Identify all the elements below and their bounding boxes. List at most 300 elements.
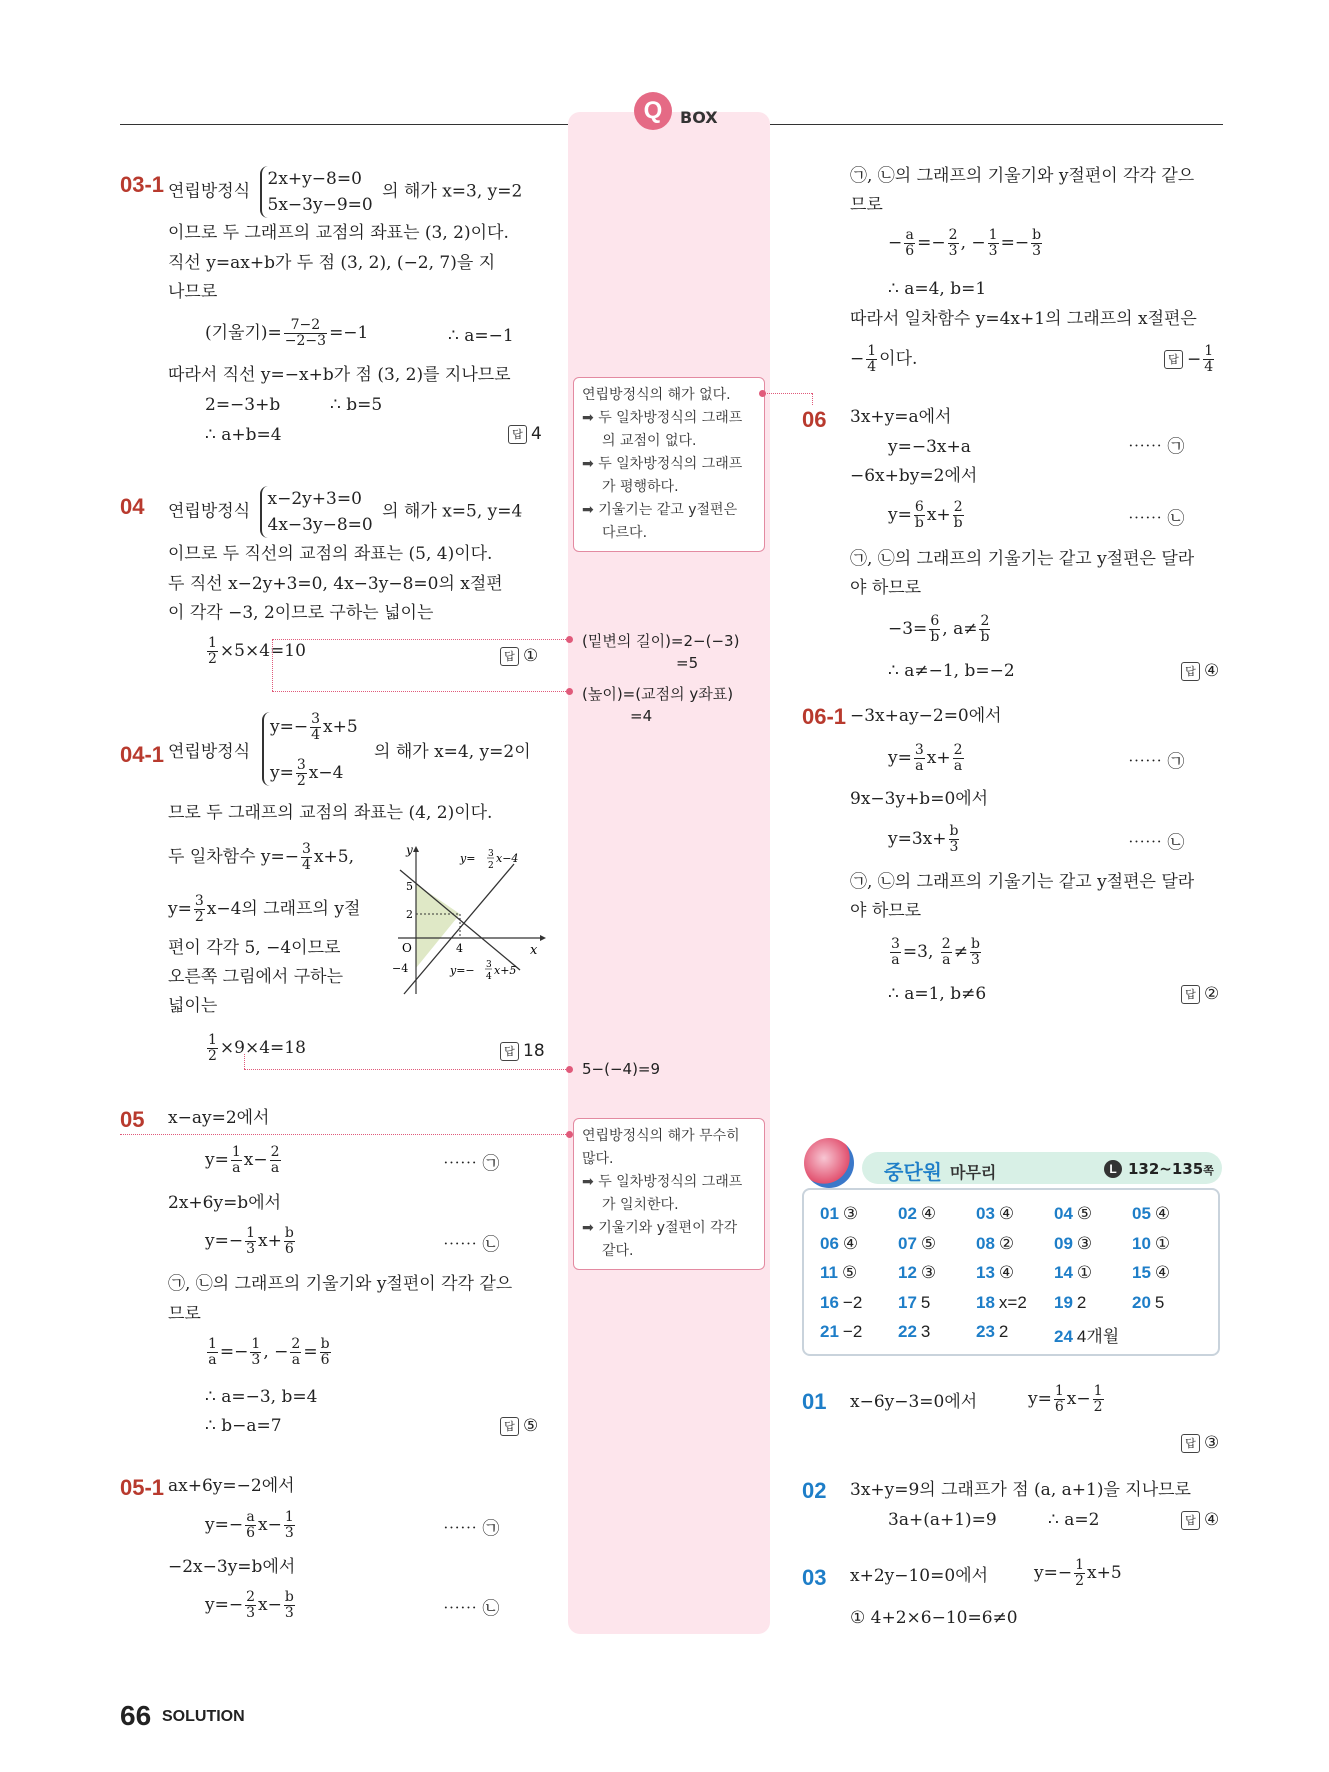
eq-part: y= xyxy=(1028,1389,1052,1409)
x-arrow-icon xyxy=(540,935,546,941)
graph-label-line2-frac-d: 4 xyxy=(486,972,492,982)
p05-eq2 xyxy=(205,1226,297,1257)
frac xyxy=(1031,228,1042,259)
review-problem-02: 02 xyxy=(802,1478,827,1503)
review-answer-item xyxy=(898,1322,930,1342)
eq-part: , − xyxy=(263,1342,289,1362)
review-circle-logo xyxy=(804,1138,854,1188)
frac-den: 3 xyxy=(246,1241,256,1257)
review-answer-number: 02 xyxy=(898,1204,917,1223)
frac xyxy=(979,614,990,645)
p031-line6: 따라서 직선 y=−x+b가 점 (3, 2)를 지나므로 xyxy=(168,365,511,385)
graph-tick-4: 4 xyxy=(456,942,463,955)
answer-icon: 답 xyxy=(500,1417,519,1436)
p05-line6: 므로 xyxy=(168,1304,201,1324)
frac xyxy=(250,1337,261,1368)
eq-part: − xyxy=(850,349,865,369)
r02-line1: 3x+y=9의 그래프가 점 (a, a+1)을 지나므로 xyxy=(850,1480,1191,1500)
review-answer-number: 23 xyxy=(976,1322,995,1341)
frac xyxy=(320,1337,331,1368)
frac-num: 2 xyxy=(246,1589,256,1605)
frac-num: b xyxy=(1032,227,1042,243)
review-answer-number: 12 xyxy=(898,1263,917,1282)
p031-intro: 연립방정식 xyxy=(168,181,251,202)
r02-line2b: ∴ a=2 xyxy=(1048,1510,1100,1530)
review-answer-item xyxy=(1054,1204,1092,1224)
p041-graph xyxy=(390,844,548,996)
r03-eq xyxy=(1034,1558,1122,1589)
frac-num: 1 xyxy=(208,1032,217,1048)
connector xyxy=(272,691,570,692)
p04-line2: 이므로 두 직선의 교점의 좌표는 (5, 4)이다. xyxy=(168,544,493,564)
q-box-column xyxy=(568,112,770,1634)
p031-slope-post: =−1 xyxy=(329,323,369,343)
frac-den: 2 xyxy=(208,651,217,667)
answer-icon: 답 xyxy=(1181,662,1200,681)
p06-answer xyxy=(1181,661,1219,681)
review-answer-number: 21 xyxy=(820,1322,839,1341)
frac-den: 2 xyxy=(1075,1573,1085,1589)
frac-den: 3 xyxy=(970,952,980,968)
frac xyxy=(284,1226,295,1257)
review-answer-value: ⑤ xyxy=(920,1233,937,1253)
eq-part: = xyxy=(303,1342,318,1362)
frac-num: a xyxy=(246,1509,255,1525)
r-line3 xyxy=(888,228,1044,259)
problem-number-06: 06 xyxy=(802,407,827,432)
arrow-icon: ➡ xyxy=(582,502,599,518)
frac-num: 2 xyxy=(980,613,990,629)
note-title: 연립방정식의 해가 무수히 xyxy=(582,1128,740,1144)
p061-line8: ∴ a=1, b≠6 xyxy=(888,984,987,1004)
frac-num: 2 xyxy=(948,227,958,243)
frac-num: 2 xyxy=(953,742,963,758)
p061-line3: 9x−3y+b=0에서 xyxy=(850,789,989,809)
frac-num: b xyxy=(970,936,980,952)
frac-den: 4 xyxy=(1204,359,1214,375)
eq-part: x− xyxy=(258,1515,282,1535)
note-no-solution xyxy=(573,377,765,552)
p05-line9: ∴ b−a=7 xyxy=(205,1416,282,1436)
review-answer-value: 2 xyxy=(998,1322,1009,1341)
review-answer-value: 2 xyxy=(1076,1292,1087,1312)
p04-eq2: 4x−3y−8=0 xyxy=(267,515,373,535)
p05-eq1 xyxy=(205,1145,283,1176)
r01-answer xyxy=(1181,1433,1219,1453)
frac xyxy=(284,1510,295,1541)
review-answer-item xyxy=(1054,1234,1092,1254)
frac-num: 1 xyxy=(251,1336,261,1352)
frac-num: b xyxy=(949,823,959,839)
eq-part: x− xyxy=(1066,1389,1091,1409)
p06-line3: −6x+by=2에서 xyxy=(850,466,978,486)
frac-den: 6 xyxy=(905,243,915,259)
review-answer-number: 06 xyxy=(820,1233,839,1253)
eq-part: =− xyxy=(219,1342,249,1362)
p031-line1 xyxy=(168,166,522,218)
review-answer-item xyxy=(820,1293,862,1313)
shaded-triangle xyxy=(416,884,460,968)
frac xyxy=(988,228,999,259)
frac-num: 3 xyxy=(302,841,311,857)
problem-number-04: 04 xyxy=(120,494,145,519)
q-box-logo: Q xyxy=(634,92,672,130)
p061-mark2: ⋯⋯ ㉡ xyxy=(1128,833,1185,853)
p04-line3: 두 직선 x−2y+3=0, 4x−3y−8=0의 x절편 xyxy=(168,574,503,594)
frac-den: 6 xyxy=(246,1525,256,1541)
review-answer-number: 04 xyxy=(1054,1204,1073,1223)
p04-frac xyxy=(207,636,218,667)
graph-label-line1: y= xyxy=(460,852,476,865)
connector xyxy=(272,639,273,691)
eq-part: − xyxy=(888,233,903,253)
p061-eq1 xyxy=(888,743,966,774)
problem-number-05-1: 05-1 xyxy=(120,1475,165,1500)
review-answer-item xyxy=(1132,1293,1164,1313)
connector-dot xyxy=(759,390,766,397)
frac-num: 1 xyxy=(284,1509,294,1525)
r-line4: ∴ a=4, b=1 xyxy=(888,279,987,299)
eq-part: x+ xyxy=(258,1231,282,1251)
p041-answer xyxy=(500,1041,545,1061)
frac-num: 1 xyxy=(208,635,217,651)
note-base-9: 5−(−4)=9 xyxy=(582,1060,661,1078)
eq-part: x+5 xyxy=(323,717,358,737)
p031-line7b: ∴ b=5 xyxy=(330,395,383,415)
frac-den: 3 xyxy=(246,1605,256,1621)
p051-line3: −2x−3y=b에서 xyxy=(168,1557,296,1577)
review-answer-item xyxy=(976,1204,1014,1224)
review-answer-value: −2 xyxy=(842,1292,863,1312)
review-answer-number: 11 xyxy=(820,1263,838,1282)
p031-answer xyxy=(508,424,542,444)
frac-den: a xyxy=(953,758,963,774)
frac xyxy=(207,1337,218,1368)
eq-part: y= xyxy=(888,748,912,768)
arrow-icon: ➡ xyxy=(582,410,599,426)
frac-den: b xyxy=(914,515,924,531)
frac-den: −2−3 xyxy=(284,333,327,349)
eq-part: =− xyxy=(1000,233,1030,253)
frac-num: 2 xyxy=(270,1144,280,1160)
eq-part: x+ xyxy=(926,505,951,525)
eq-part: y=− xyxy=(1034,1563,1073,1583)
text-part: 두 일차함수 y=− xyxy=(168,847,300,867)
p051-eq2 xyxy=(205,1590,297,1621)
note-height-2: =4 xyxy=(630,707,653,725)
p04-line4: 이 각각 −3, 2이므로 구하는 넓이는 xyxy=(168,603,434,623)
frac-num: 3 xyxy=(296,757,306,773)
p031-eq1: 2x+y−8=0 xyxy=(267,169,362,189)
answer-value: 18 xyxy=(523,1041,545,1061)
note-row xyxy=(582,499,756,522)
p041-calc xyxy=(205,1033,306,1064)
p051-mark2: ⋯⋯ ㉡ xyxy=(443,1599,500,1619)
eq-part: y=− xyxy=(205,1515,244,1535)
review-answer-value: ① xyxy=(1154,1233,1171,1253)
p031-line4: 나므로 xyxy=(168,282,218,302)
frac xyxy=(245,1590,256,1621)
p041-line6: 오른쪽 그림에서 구하는 xyxy=(168,967,344,987)
frac-num: 1 xyxy=(988,227,998,243)
r-line2: 므로 xyxy=(850,195,883,215)
graph-origin: O xyxy=(402,941,412,955)
frac-den: a xyxy=(942,952,951,968)
p061-line5: ㉠, ㉡의 그래프의 기울기는 같고 y절편은 달라 xyxy=(850,872,1195,892)
review-answer-number: 19 xyxy=(1054,1292,1073,1312)
r01-line1: x−6y−3=0에서 xyxy=(850,1392,978,1412)
answer-value: ② xyxy=(1204,984,1220,1004)
eq-part: y= xyxy=(205,1150,229,1170)
page-number: 66 xyxy=(120,1700,152,1731)
p031-slope-result: ∴ a=−1 xyxy=(448,326,514,346)
frac xyxy=(245,1510,256,1541)
review-answer-item xyxy=(820,1322,862,1342)
frac xyxy=(245,1226,256,1257)
frac-den: 4 xyxy=(867,359,877,375)
frac-num: 1 xyxy=(1204,343,1214,359)
frac-den: a xyxy=(891,952,900,968)
r-line6 xyxy=(850,344,917,375)
r02-line2: 3a+(a+1)=9 xyxy=(888,1510,997,1530)
p06-mark2: ⋯⋯ ㉡ xyxy=(1128,509,1185,529)
p05-line8: ∴ a=−3, b=4 xyxy=(205,1387,318,1407)
frac xyxy=(284,1590,295,1621)
answer-value: − xyxy=(1187,349,1202,370)
note-row xyxy=(582,407,756,430)
frac-den: 6 xyxy=(320,1352,330,1368)
p041-line7: 넓이는 xyxy=(168,996,218,1016)
p041-intro: 연립방정식 xyxy=(168,742,251,762)
frac xyxy=(1093,1384,1104,1415)
review-pages-unit: 쪽 xyxy=(1203,1164,1214,1177)
frac xyxy=(301,842,312,873)
p05-line5: ㉠, ㉡의 그래프의 기울기와 y절편이 각각 같으 xyxy=(168,1274,513,1294)
answer-value: ④ xyxy=(1204,661,1220,681)
frac xyxy=(290,1337,301,1368)
connector xyxy=(244,1054,245,1069)
review-answer-number: 14 xyxy=(1054,1263,1073,1282)
p06-line5: ㉠, ㉡의 그래프의 기울기는 같고 y절편은 달라 xyxy=(850,549,1195,569)
review-answer-number: 09 xyxy=(1054,1233,1073,1253)
p061-line7 xyxy=(888,937,983,968)
p031-slope-pre: (기울기)= xyxy=(205,323,282,343)
review-answer-number: 10 xyxy=(1132,1233,1151,1253)
p041-eq2-frac xyxy=(296,758,307,789)
answer-icon: 답 xyxy=(500,1042,519,1061)
eq-part: −3= xyxy=(888,619,928,639)
r03-line2: ① 4+2×6−10=6≠0 xyxy=(850,1608,1018,1628)
frac-num: 1 xyxy=(1093,1383,1103,1399)
note-text: 기울기는 같고 y절편은 xyxy=(598,502,738,518)
connector xyxy=(812,393,813,405)
frac-den: a xyxy=(915,758,924,774)
frac xyxy=(1203,344,1214,375)
frac-num: 6 xyxy=(914,499,924,515)
p06-eq2 xyxy=(888,500,966,531)
review-answer-value: ⑤ xyxy=(1076,1204,1093,1223)
p061-line6: 야 하므로 xyxy=(850,901,922,921)
note-text: 의 교점이 없다. xyxy=(602,433,697,449)
frac-num: b xyxy=(284,1225,294,1241)
frac-den: 3 xyxy=(949,839,959,855)
frac xyxy=(953,500,964,531)
frac-num: 3 xyxy=(311,711,321,727)
p06-line2: y=−3x+a xyxy=(888,437,971,457)
review-answer-item xyxy=(976,1322,1008,1342)
review-answer-value: ④ xyxy=(998,1204,1015,1223)
q-box-title: BOX xyxy=(680,108,718,127)
p04-answer xyxy=(500,646,538,666)
review-answer-number: 03 xyxy=(976,1204,995,1223)
frac xyxy=(929,614,940,645)
p06-line6: 야 하므로 xyxy=(850,578,922,598)
p05-mark1: ⋯⋯ ㉠ xyxy=(443,1154,500,1174)
p05-mark2: ⋯⋯ ㉡ xyxy=(443,1235,500,1255)
frac xyxy=(914,743,925,774)
answer-value: 4 xyxy=(531,424,542,444)
p05-answer xyxy=(500,1416,538,1436)
p051-eq1 xyxy=(205,1510,297,1541)
answer-icon: 답 xyxy=(508,425,527,444)
review-answer-value: 5 xyxy=(920,1292,931,1312)
review-answer-number: 08 xyxy=(976,1233,995,1253)
p041-eq1-frac xyxy=(310,712,321,743)
answer-icon: 답 xyxy=(1181,1511,1200,1530)
review-answer-value: ③ xyxy=(1076,1233,1093,1253)
review-title-2: 마무리 xyxy=(950,1163,997,1182)
p061-mark1: ⋯⋯ ㉠ xyxy=(1128,752,1185,772)
r03-line1: x+2y−10=0에서 xyxy=(850,1566,989,1586)
frac xyxy=(270,1145,281,1176)
eq-part: x+5 xyxy=(1087,1563,1122,1583)
p06-mark1: ⋯⋯ ㉠ xyxy=(1128,437,1185,457)
eq-part: y=− xyxy=(205,1231,244,1251)
frac-den: a xyxy=(291,1352,301,1368)
frac-num: b xyxy=(320,1336,330,1352)
review-title: 중단원 xyxy=(884,1160,942,1184)
review-answer-value: ② xyxy=(998,1233,1015,1253)
frac xyxy=(941,937,952,968)
review-answer-value: ⑤ xyxy=(841,1263,858,1282)
answer-value: ④ xyxy=(1204,1510,1220,1530)
note-title: 많다. xyxy=(582,1151,614,1167)
review-answer-value: ③ xyxy=(842,1204,859,1223)
review-answer-number: 22 xyxy=(898,1322,917,1341)
connector xyxy=(120,1134,572,1135)
review-answer-item xyxy=(820,1234,858,1254)
connector-dot xyxy=(566,1131,573,1138)
review-answer-item xyxy=(820,1263,857,1283)
review-answer-number: 17 xyxy=(898,1292,917,1312)
frac xyxy=(970,937,981,968)
eq-part: y=3x+ xyxy=(888,829,947,849)
r01-eq xyxy=(1028,1384,1106,1415)
review-answer-item xyxy=(976,1263,1014,1283)
review-answer-number: 15 xyxy=(1132,1263,1151,1282)
review-answer-item xyxy=(898,1293,930,1313)
review-answer-item xyxy=(1054,1322,1119,1347)
review-answer-item xyxy=(1054,1293,1086,1313)
p06-line7 xyxy=(888,614,992,645)
connector xyxy=(762,393,812,394)
review-answer-number: 13 xyxy=(976,1263,995,1282)
frac-den: 3 xyxy=(948,243,958,259)
frac-den: 3 xyxy=(251,1352,261,1368)
review-answer-item xyxy=(1132,1204,1170,1224)
review-answer-number: 20 xyxy=(1132,1292,1151,1312)
frac-num: 3 xyxy=(914,742,924,758)
frac-num: 3 xyxy=(194,893,204,909)
graph-label-line1b: x−4 xyxy=(496,852,519,865)
eq-part: 이다. xyxy=(879,349,918,369)
eq-part: y= xyxy=(888,505,912,525)
review-problem-01: 01 xyxy=(802,1389,827,1414)
p05-line3: 2x+6y=b에서 xyxy=(168,1193,282,1213)
review-answer-number: 01 xyxy=(820,1204,839,1223)
answer-icon: 답 xyxy=(1164,350,1183,369)
graph-tick-neg4: −4 xyxy=(392,962,409,975)
p04-sol: 의 해가 x=5, y=4 xyxy=(382,501,523,522)
review-pages xyxy=(1128,1160,1214,1178)
p031-line7a: 2=−3+b xyxy=(205,395,281,415)
answer-value: ⑤ xyxy=(523,1416,539,1436)
eq-part: x+ xyxy=(926,748,951,768)
review-answer-item xyxy=(898,1263,936,1283)
frac xyxy=(1074,1558,1085,1589)
frac-den: 2 xyxy=(296,773,306,789)
p041-line5: 편이 각각 5, −4이므로 xyxy=(168,938,341,958)
p04-line1 xyxy=(168,486,522,538)
p031-system xyxy=(260,166,373,218)
review-answer-item xyxy=(976,1234,1014,1254)
frac-den: 2 xyxy=(1093,1399,1103,1415)
problem-number-06-1: 06-1 xyxy=(802,704,847,729)
frac-num: 1 xyxy=(867,343,877,359)
review-answer-value: x=2 xyxy=(998,1292,1027,1312)
review-answer-value: 5 xyxy=(1154,1292,1165,1312)
eq-part: x− xyxy=(243,1150,268,1170)
eq-part: =3, xyxy=(902,942,939,962)
frac-den: b xyxy=(953,515,963,531)
p04-system xyxy=(260,486,373,538)
p041-eq2 xyxy=(270,758,343,789)
p031-eq2: 5x−3y−9=0 xyxy=(267,195,373,215)
graph-label-line2: y=− xyxy=(450,964,475,977)
r-line1: ㉠, ㉡의 그래프의 기울기와 y절편이 각각 같으 xyxy=(850,166,1195,186)
answer-icon: 답 xyxy=(500,647,519,666)
frac-den: a xyxy=(270,1160,280,1176)
p041-line3 xyxy=(168,842,354,873)
frac-num: 1 xyxy=(208,1336,217,1352)
p05-line7 xyxy=(205,1337,333,1368)
answer-value: ① xyxy=(523,646,539,666)
frac xyxy=(194,894,205,925)
frac-den: 2 xyxy=(208,1048,217,1064)
p031-line3: 직선 y=ax+b가 두 점 (3, 2), (−2, 7)을 지 xyxy=(168,253,496,273)
p04-calc-text: ×5×4=10 xyxy=(219,641,306,661)
arrow-icon: ➡ xyxy=(582,1220,599,1236)
review-answer-item xyxy=(898,1234,936,1254)
frac-den: a xyxy=(232,1160,241,1176)
review-answer-number: 18 xyxy=(976,1292,995,1312)
p061-eq2 xyxy=(888,824,961,855)
frac-num: 1 xyxy=(231,1144,241,1160)
frac-num: 2 xyxy=(941,936,951,952)
p041-eq1 xyxy=(270,712,358,743)
frac-num: 7−2 xyxy=(284,318,327,334)
p041-calc-text: ×9×4=18 xyxy=(219,1038,306,1058)
